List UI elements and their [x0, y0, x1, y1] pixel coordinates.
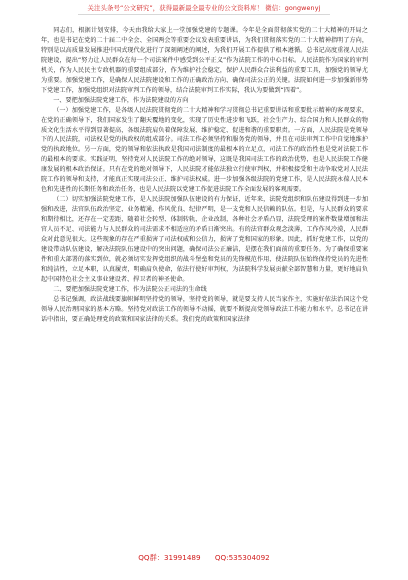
header-banner: 关注头条号“公文研究”，获得最新最全最专业的公文资料库！ 微信：gongwenyj: [87, 4, 321, 12]
qq-group-number: 31991489: [163, 553, 201, 562]
section-heading-1: 一、要把加强法院党建工作，作为法院建设的方向: [53, 96, 189, 104]
paragraph-2-1: 总书记强调，政法战线要旗帜鲜明坚持党的领导，坚持党的领导，就是要支持人民当家作主，实施好依法治国这个党领导人民治理国家的基本方略。坚持党对政法工作的领导不动摇，就要不断提高党领导政法工作能力和水平。总书记在讲话中指出，要正确处理党的政策和国家法律的关系。我们党的政策和国家法律: [41, 295, 368, 323]
paragraph-1-1: （一）加强党建工作，是各级人民法院贯彻党的二十大精神和学习贯彻总书记重要讲话和重要批示精神的客观要求，在党的正确领导下，我们国家发生了翻天覆地的变化，实现了历史性进步和飞跃，社会生产力、综合国力和人民群众的物质文化生活水平得到显著提高，各级法院肩负着保障发展、维护稳定、促进和谐的重要职责。一方面，人民法院是党领导下的人民法院，司法权是党的执政权的组成部分。司法工作必须坚持和服务党的领导，并且在司法审判工作中自觉地维护党的执政地位。另一方面，党的领导和依法执政是我国司法制度的最根本的立足点，司法工作的政治性也是党对法院工作的最根本的要求。实践证明，坚持党对人民法院工作的绝对领导，这既是我国司法工作的政治优势，也是人民法院工作健康发展的根本政治保证。只有在党的绝对领导下，人民法院才能依法独立行使审判权，并积极接受和主动争取党对人民法院工作的领导和支持，才能真正实现司法公正、维护司法权威。进一步加强各级法院的党建工作，是人民法院永葆人民本色和先进性的长期任务和政治任务，也是人民法院以党建工作促进法院工作全面发展的客观需要。: [41, 106, 368, 194]
page-footer: [0, 553, 408, 565]
qq-group-label: QQ群：: [138, 553, 164, 562]
qq-contact: [215, 553, 270, 562]
qq-group-contact: [138, 553, 200, 562]
qq-label: QQ:: [214, 553, 229, 562]
paragraph-1-2: （二）切实加强法院党建工作，是人民法院加强队伍建设的有力保证，近年来，法院党组织和队伍建设得到进一步加强和改进，法官队伍政治坚定、业务精通、作风优良、纪律严明，是一支党和人民信赖的队伍。但是，与人民群众的要求和期待相比，还存在一定差距，随着社会转型、体制转轨、企业改制，各种社会矛盾凸显，法院受理的案件数量增加和法官人员不足、司法能力与人民群众的司法需求不相适应的矛盾日渐突出。有的法官群众观念淡薄，工作作风冷漠，人民群众对此意见很大。这些现象的存在严重损害了司法权威和公信力，损害了党和国家的形象。因此，抓好党建工作，以党的建设带动队伍建设，解决法院队伍建设中的突出问题，确保司法公正廉洁，是摆在我们面前的重要任务。为了确保重要案件和重大部署的落实到位，就必须切实发挥党组织的战斗堡垒和党员的先锋模范作用，使法院队伍始终保持党员的先进性和纯洁性，立足本职，认真履责，明确肩负使命，依法行使好审判权，为法院科学发展贡献全部智慧和力量，更好地肩负起中国特色社会主义事业建设者、捍卫者的神圣使命。: [41, 196, 368, 283]
document-body: [41, 26, 368, 325]
header-divider: [78, 14, 330, 15]
paragraph-intro: 同志们，根据计划安排，今天由我给大家上一堂加强党建的专题课。今年是全面贯彻落实党的二十大精神的开局之年，也是书记在党的二十届二中全会、全国两会等重要会议发表重要讲话，为我们贯彻落实党的二十大精神指明了方向，特别是以高质量发展推进中国式现代化进行了深刻阐述的阐述，为我们开展工作提供了根本遵循。总书记高度重视人民法院建设，提出“努力让人民群众在每一个司法案件中感受到公平正义”作为法院工作的中心目标。人民法院作为国家的审判机关，作为人民民主专政机器的重要组成部分，作为维护社会稳定，保护人民群众合法利益的重要工具，加强党的领导尤为重要。加强党建工作，是确保人民法院建设和工作的正确政治方向、确保司法公正的关键。法院如何进一步加强新形势下党建工作，加强党组织对法院审判工作的领导，结合法院审判工作实际，我认为要做到“四着”。: [41, 27, 368, 94]
section-heading-2: 二、要把加强法院党建工作，作为法院公正司法的生命线: [53, 285, 207, 293]
qq-number: 535304092: [228, 553, 270, 562]
